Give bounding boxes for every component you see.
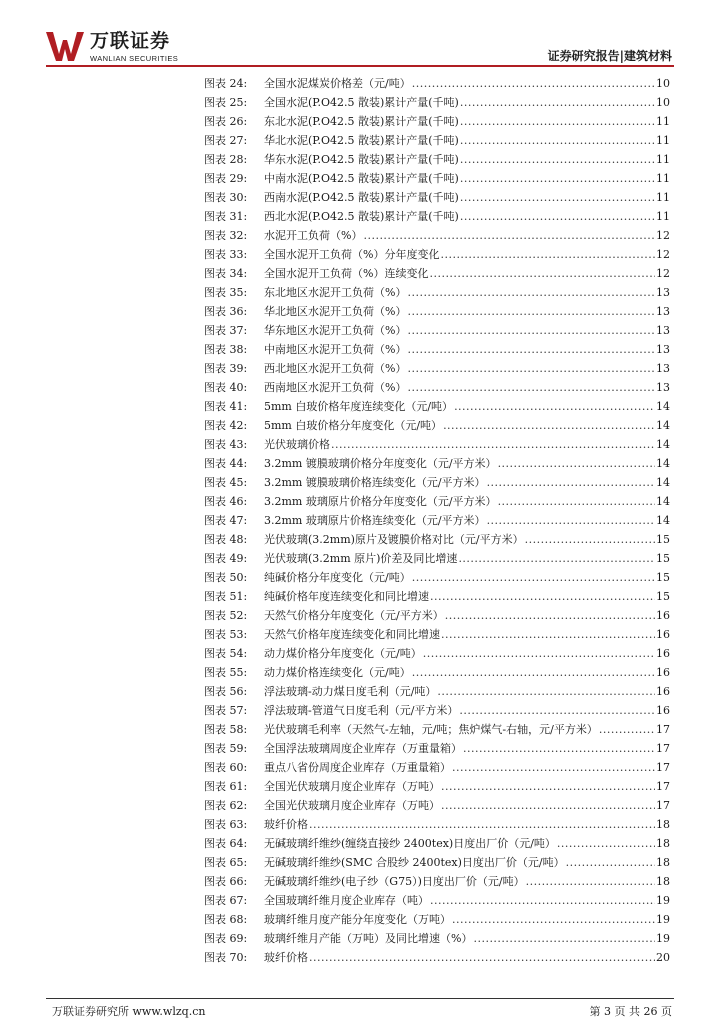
toc-page-number: 11 [656, 191, 670, 204]
toc-entry[interactable] [204, 340, 670, 359]
toc-figure-title: 华北地区水泥开工负荷（%） [264, 305, 407, 318]
toc-figure-number: 图表 45: [204, 476, 248, 489]
toc-dot-leader [487, 473, 655, 492]
toc-entry[interactable] [204, 872, 670, 891]
toc-figure-number: 图表 66: [204, 875, 248, 888]
toc-page-number: 19 [656, 894, 670, 907]
toc-figure-title: 天然气价格年度连续变化和同比增速 [264, 628, 440, 641]
toc-figure-number: 图表 43: [204, 438, 248, 451]
toc-figure-number: 图表 41: [204, 400, 248, 413]
toc-figure-title: 无碱玻璃纤维纱(电子纱（G75）)日度出厂价（元/吨） [264, 875, 525, 888]
toc-figure-title: 天然气价格分年度变化（元/平方米） [264, 609, 444, 622]
toc-dot-leader [463, 739, 655, 758]
toc-dot-leader [412, 568, 655, 587]
toc-figure-number: 图表 36: [204, 305, 248, 318]
figure-table-of-contents [204, 74, 670, 967]
toc-entry[interactable] [204, 929, 670, 948]
toc-page-number: 19 [656, 932, 670, 945]
toc-entry[interactable] [204, 625, 670, 644]
toc-entry[interactable] [204, 739, 670, 758]
toc-page-number: 16 [656, 666, 670, 679]
toc-page-number: 16 [656, 647, 670, 660]
toc-entry[interactable] [204, 606, 670, 625]
toc-page-number: 18 [656, 856, 670, 869]
toc-dot-leader [429, 264, 655, 283]
toc-figure-title: 光伏玻璃价格 [264, 438, 330, 451]
toc-dot-leader [407, 302, 655, 321]
footer-organization: 万联证券研究所 www.wlzq.cn [52, 1005, 206, 1018]
toc-entry[interactable] [204, 492, 670, 511]
toc-entry[interactable] [204, 131, 670, 150]
toc-figure-number: 图表 32: [204, 229, 248, 242]
toc-dot-leader [452, 910, 655, 929]
toc-page-number: 13 [656, 381, 670, 394]
toc-figure-number: 图表 61: [204, 780, 248, 793]
toc-page-number: 14 [656, 400, 670, 413]
toc-page-number: 14 [656, 419, 670, 432]
toc-figure-title: 动力煤价格连续变化（元/吨） [264, 666, 411, 679]
toc-dot-leader [437, 682, 655, 701]
toc-figure-title: 无碱玻璃纤维纱(SMC 合股纱 2400tex)日度出厂价（元/吨） [264, 856, 565, 869]
company-logo [46, 30, 226, 66]
toc-dot-leader [363, 226, 655, 245]
toc-dot-leader [487, 511, 655, 530]
toc-page-number: 11 [656, 153, 670, 166]
toc-dot-leader [526, 872, 655, 891]
toc-dot-leader [460, 93, 655, 112]
toc-figure-number: 图表 55: [204, 666, 248, 679]
toc-dot-leader [412, 74, 655, 93]
toc-entry[interactable] [204, 150, 670, 169]
toc-figure-number: 图表 69: [204, 932, 248, 945]
toc-figure-title: 西北地区水泥开工负荷（%） [264, 362, 407, 375]
toc-dot-leader [525, 530, 655, 549]
toc-dot-leader [407, 359, 655, 378]
toc-figure-number: 图表 31: [204, 210, 248, 223]
toc-figure-title: 光伏玻璃(3.2mm)原片及镀膜价格对比（元/平方米） [264, 533, 524, 546]
toc-figure-title: 全国水泥开工负荷（%）分年度变化 [264, 248, 440, 261]
toc-dot-leader [459, 701, 655, 720]
toc-figure-number: 图表 24: [204, 77, 248, 90]
toc-figure-number: 图表 62: [204, 799, 248, 812]
toc-figure-number: 图表 56: [204, 685, 248, 698]
toc-page-number: 18 [656, 818, 670, 831]
toc-figure-title: 5mm 白玻价格年度连续变化（元/吨） [264, 400, 454, 413]
toc-page-number: 11 [656, 134, 670, 147]
toc-page-number: 17 [656, 780, 670, 793]
toc-figure-title: 东北地区水泥开工负荷（%） [264, 286, 407, 299]
toc-page-number: 17 [656, 742, 670, 755]
toc-figure-number: 图表 58: [204, 723, 248, 736]
toc-dot-leader [498, 454, 655, 473]
toc-figure-number: 图表 65: [204, 856, 248, 869]
toc-dot-leader [454, 397, 655, 416]
toc-page-number: 13 [656, 324, 670, 337]
toc-page-number: 12 [656, 267, 670, 280]
toc-entry[interactable] [204, 587, 670, 606]
toc-figure-title: 西南地区水泥开工负荷（%） [264, 381, 407, 394]
toc-figure-number: 图表 34: [204, 267, 248, 280]
toc-figure-number: 图表 35: [204, 286, 248, 299]
toc-figure-number: 图表 70: [204, 951, 248, 964]
toc-figure-number: 图表 46: [204, 495, 248, 508]
page-header [0, 0, 724, 72]
toc-figure-title: 玻璃纤维月度产能分年度变化（万吨） [264, 913, 451, 926]
toc-entry[interactable] [204, 701, 670, 720]
toc-page-number: 15 [656, 552, 670, 565]
toc-dot-leader [599, 720, 655, 739]
toc-entry[interactable] [204, 891, 670, 910]
toc-figure-title: 3.2mm 玻璃原片价格连续变化（元/平方米） [264, 514, 486, 527]
toc-page-number: 20 [656, 951, 670, 964]
toc-figure-title: 水泥开工负荷（%） [264, 229, 363, 242]
toc-figure-title: 3.2mm 镀膜玻璃价格连续变化（元/平方米） [264, 476, 486, 489]
toc-figure-title: 玻璃纤维月产能（万吨）及同比增速（%） [264, 932, 473, 945]
toc-figure-number: 图表 48: [204, 533, 248, 546]
toc-dot-leader [458, 549, 655, 568]
toc-page-number: 12 [656, 229, 670, 242]
toc-page-number: 15 [656, 571, 670, 584]
toc-figure-number: 图表 47: [204, 514, 248, 527]
toc-page-number: 16 [656, 609, 670, 622]
toc-figure-title: 3.2mm 玻璃原片价格分年度变化（元/平方米） [264, 495, 497, 508]
toc-page-number: 13 [656, 286, 670, 299]
toc-entry[interactable] [204, 530, 670, 549]
toc-dot-leader [407, 340, 655, 359]
toc-page-number: 16 [656, 685, 670, 698]
toc-dot-leader [407, 283, 655, 302]
toc-page-number: 16 [656, 704, 670, 717]
toc-entry[interactable] [204, 74, 670, 93]
toc-dot-leader [441, 777, 655, 796]
toc-dot-leader [441, 625, 655, 644]
toc-figure-title: 5mm 白玻价格分年度变化（元/吨） [264, 419, 443, 432]
toc-entry[interactable] [204, 283, 670, 302]
toc-page-number: 13 [656, 305, 670, 318]
toc-dot-leader [441, 796, 655, 815]
toc-entry[interactable] [204, 511, 670, 530]
toc-entry[interactable] [204, 948, 670, 967]
toc-page-number: 18 [656, 837, 670, 850]
toc-figure-title: 光伏玻璃(3.2mm 原片)价差及同比增速 [264, 552, 458, 565]
toc-page-number: 13 [656, 343, 670, 356]
toc-page-number: 11 [656, 172, 670, 185]
toc-figure-number: 图表 25: [204, 96, 248, 109]
toc-figure-title: 西南水泥(P.O42.5 散装)累计产量(千吨) [264, 191, 459, 204]
toc-page-number: 13 [656, 362, 670, 375]
toc-entry[interactable] [204, 663, 670, 682]
toc-dot-leader [566, 853, 655, 872]
toc-entry[interactable] [204, 853, 670, 872]
toc-entry[interactable] [204, 682, 670, 701]
toc-figure-title: 玻纤价格 [264, 951, 308, 964]
toc-entry[interactable] [204, 815, 670, 834]
toc-figure-title: 东北水泥(P.O42.5 散装)累计产量(千吨) [264, 115, 459, 128]
toc-page-number: 14 [656, 514, 670, 527]
toc-page-number: 12 [656, 248, 670, 261]
toc-page-number: 17 [656, 761, 670, 774]
toc-page-number: 14 [656, 438, 670, 451]
toc-entry[interactable] [204, 720, 670, 739]
toc-page-number: 15 [656, 533, 670, 546]
toc-dot-leader [412, 663, 655, 682]
toc-figure-title: 中南水泥(P.O42.5 散装)累计产量(千吨) [264, 172, 459, 185]
toc-figure-title: 中南地区水泥开工负荷（%） [264, 343, 407, 356]
toc-figure-number: 图表 33: [204, 248, 248, 261]
toc-figure-title: 纯碱价格年度连续变化和同比增速 [264, 590, 429, 603]
toc-page-number: 18 [656, 875, 670, 888]
toc-figure-title: 全国光伏玻璃月度企业库存（万吨） [264, 799, 440, 812]
toc-entry[interactable] [204, 473, 670, 492]
toc-entry[interactable] [204, 910, 670, 929]
toc-page-number: 14 [656, 476, 670, 489]
header-divider [46, 65, 674, 67]
toc-dot-leader [423, 644, 655, 663]
toc-figure-number: 图表 63: [204, 818, 248, 831]
toc-entry[interactable] [204, 359, 670, 378]
toc-dot-leader [557, 834, 655, 853]
toc-dot-leader [473, 929, 655, 948]
toc-entry[interactable] [204, 777, 670, 796]
toc-entry[interactable] [204, 644, 670, 663]
toc-figure-number: 图表 60: [204, 761, 248, 774]
footer-page-number: 第 3 页 共 26 页 [589, 1005, 672, 1018]
toc-dot-leader [309, 815, 655, 834]
toc-figure-title: 全国水泥煤炭价格差（元/吨） [264, 77, 411, 90]
toc-figure-title: 全国浮法玻璃周度企业库存（万重量箱） [264, 742, 462, 755]
toc-entry[interactable] [204, 796, 670, 815]
toc-entry[interactable] [204, 112, 670, 131]
toc-dot-leader [331, 435, 655, 454]
logo-chinese-name: 万联证券 [90, 30, 171, 52]
toc-entry[interactable] [204, 169, 670, 188]
toc-entry[interactable] [204, 435, 670, 454]
toc-figure-title: 西北水泥(P.O42.5 散装)累计产量(千吨) [264, 210, 459, 223]
toc-figure-number: 图表 64: [204, 837, 248, 850]
toc-page-number: 17 [656, 723, 670, 736]
toc-entry[interactable] [204, 549, 670, 568]
toc-page-number: 17 [656, 799, 670, 812]
toc-entry[interactable] [204, 378, 670, 397]
toc-figure-number: 图表 39: [204, 362, 248, 375]
toc-figure-title: 无碱玻璃纤维纱(缠绕直接纱 2400tex)日度出厂价（元/吨） [264, 837, 556, 850]
toc-entry[interactable] [204, 264, 670, 283]
toc-figure-number: 图表 26: [204, 115, 248, 128]
toc-page-number: 14 [656, 457, 670, 470]
toc-figure-number: 图表 37: [204, 324, 248, 337]
logo-english-name: WANLIAN SECURITIES [90, 54, 179, 63]
toc-dot-leader [460, 207, 655, 226]
toc-entry[interactable] [204, 321, 670, 340]
toc-dot-leader [443, 416, 655, 435]
toc-figure-number: 图表 28: [204, 153, 248, 166]
toc-figure-title: 玻纤价格 [264, 818, 308, 831]
toc-figure-title: 光伏玻璃毛利率（天然气-左轴，元/吨；焦炉煤气-右轴，元/平方米） [264, 723, 598, 736]
toc-figure-number: 图表 68: [204, 913, 248, 926]
toc-figure-title: 华东水泥(P.O42.5 散装)累计产量(千吨) [264, 153, 459, 166]
toc-figure-title: 浮法玻璃-动力煤日度毛利（元/吨） [264, 685, 437, 698]
toc-page-number: 19 [656, 913, 670, 926]
toc-page-number: 10 [656, 77, 670, 90]
toc-entry[interactable] [204, 758, 670, 777]
toc-figure-title: 纯碱价格分年度变化（元/吨） [264, 571, 411, 584]
toc-page-number: 11 [656, 115, 670, 128]
toc-entry[interactable] [204, 416, 670, 435]
toc-figure-title: 华东地区水泥开工负荷（%） [264, 324, 407, 337]
toc-dot-leader [460, 169, 655, 188]
toc-figure-number: 图表 42: [204, 419, 248, 432]
toc-entry[interactable] [204, 207, 670, 226]
toc-figure-title: 3.2mm 镀膜玻璃价格分年度变化（元/平方米） [264, 457, 497, 470]
toc-dot-leader [460, 112, 655, 131]
toc-entry[interactable] [204, 188, 670, 207]
toc-figure-title: 华北水泥(P.O42.5 散装)累计产量(千吨) [264, 134, 459, 147]
toc-dot-leader [460, 150, 655, 169]
toc-figure-title: 重点八省份周度企业库存（万重量箱） [264, 761, 451, 774]
toc-figure-number: 图表 27: [204, 134, 248, 147]
toc-entry[interactable] [204, 245, 670, 264]
toc-figure-title: 全国水泥(P.O42.5 散装)累计产量(千吨) [264, 96, 459, 109]
toc-entry[interactable] [204, 397, 670, 416]
toc-figure-number: 图表 44: [204, 457, 248, 470]
toc-figure-title: 全国光伏玻璃月度企业库存（万吨） [264, 780, 440, 793]
report-type-label: 证券研究报告|建筑材料 [547, 49, 672, 63]
toc-figure-number: 图表 54: [204, 647, 248, 660]
toc-figure-title: 全国水泥开工负荷（%）连续变化 [264, 267, 429, 280]
toc-dot-leader [498, 492, 655, 511]
toc-page-number: 10 [656, 96, 670, 109]
toc-figure-title: 浮法玻璃-管道气日度毛利（元/平方米） [264, 704, 459, 717]
footer-divider [46, 998, 674, 999]
toc-dot-leader [430, 891, 655, 910]
toc-entry[interactable] [204, 568, 670, 587]
toc-entry[interactable] [204, 226, 670, 245]
toc-figure-number: 图表 50: [204, 571, 248, 584]
toc-figure-number: 图表 57: [204, 704, 248, 717]
toc-page-number: 15 [656, 590, 670, 603]
toc-figure-title: 动力煤价格分年度变化（元/吨） [264, 647, 422, 660]
toc-dot-leader [445, 606, 655, 625]
toc-figure-number: 图表 49: [204, 552, 248, 565]
toc-figure-number: 图表 53: [204, 628, 248, 641]
toc-figure-title: 全国玻璃纤维月度企业库存（吨） [264, 894, 429, 907]
toc-figure-number: 图表 67: [204, 894, 248, 907]
toc-page-number: 16 [656, 628, 670, 641]
toc-dot-leader [460, 188, 655, 207]
toc-dot-leader [452, 758, 655, 777]
toc-dot-leader [460, 131, 655, 150]
toc-figure-number: 图表 52: [204, 609, 248, 622]
toc-figure-number: 图表 51: [204, 590, 248, 603]
toc-figure-number: 图表 29: [204, 172, 248, 185]
toc-figure-number: 图表 30: [204, 191, 248, 204]
wanlian-logo-icon [46, 30, 84, 62]
toc-dot-leader [407, 378, 655, 397]
toc-figure-number: 图表 38: [204, 343, 248, 356]
toc-entry[interactable] [204, 454, 670, 473]
toc-page-number: 11 [656, 210, 670, 223]
toc-figure-number: 图表 59: [204, 742, 248, 755]
toc-dot-leader [430, 587, 655, 606]
toc-dot-leader [407, 321, 655, 340]
toc-page-number: 14 [656, 495, 670, 508]
toc-entry[interactable] [204, 93, 670, 112]
toc-entry[interactable] [204, 834, 670, 853]
toc-figure-number: 图表 40: [204, 381, 248, 394]
toc-dot-leader [309, 948, 655, 967]
toc-entry[interactable] [204, 302, 670, 321]
toc-dot-leader [440, 245, 655, 264]
